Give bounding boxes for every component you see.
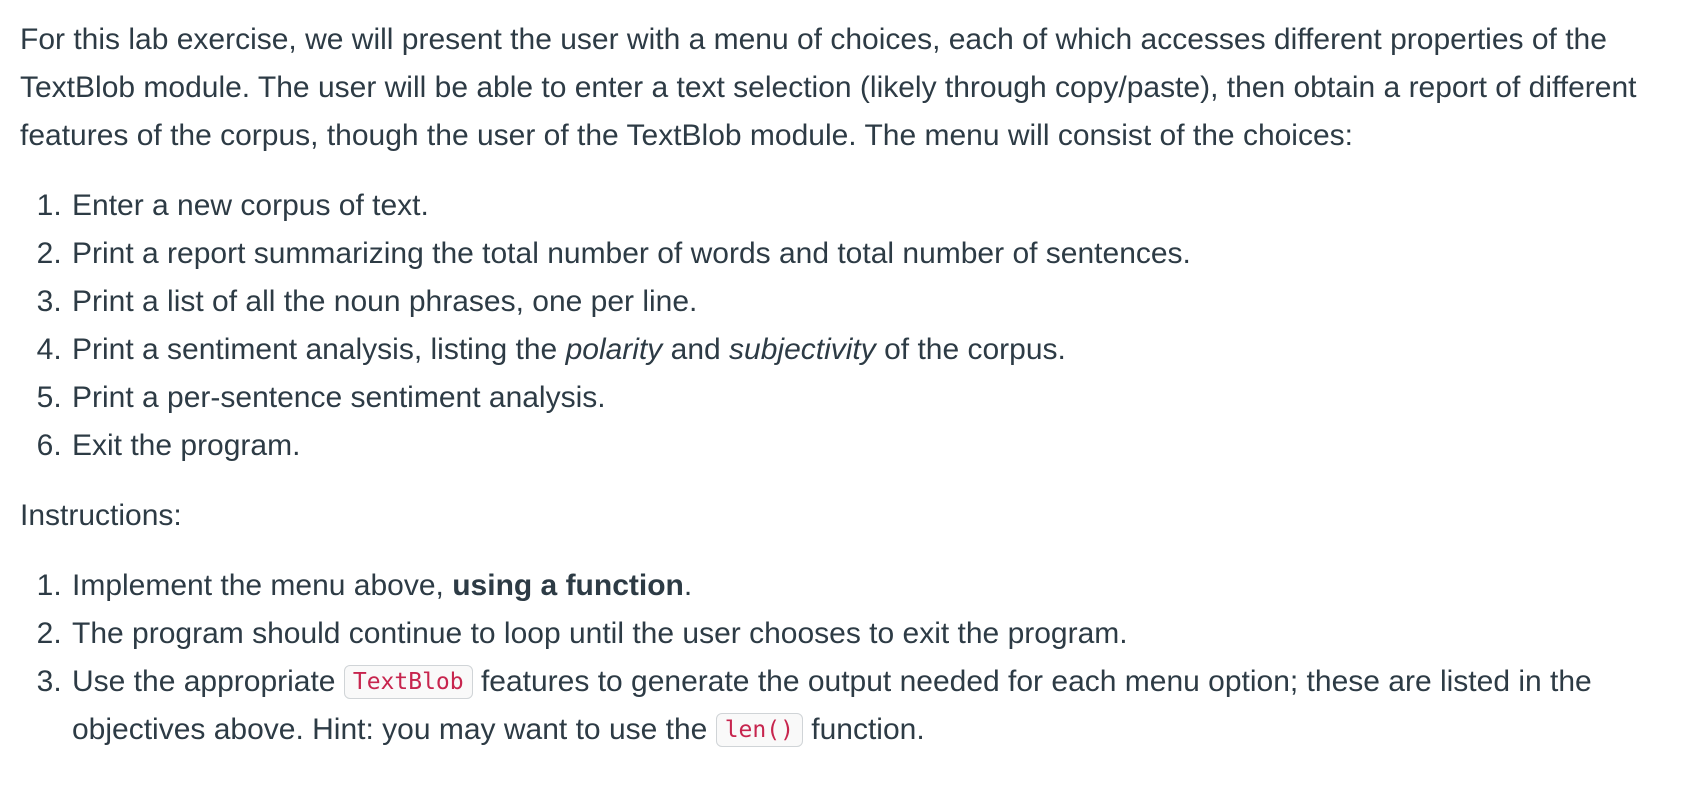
item-text: Use the appropriate (72, 665, 344, 698)
instructions-heading: Instructions: (20, 499, 182, 532)
list-item (70, 658, 1690, 754)
list-item: 2. Print a report summarizing the total number of words and total number of sentences. (70, 230, 1690, 278)
list-item: 3. Print a list of all the noun phrases, one per line. (70, 278, 1690, 326)
item-text: function. (802, 713, 925, 746)
item-text: Implement the menu above, (72, 569, 453, 602)
code-textblob: TextBlob (344, 665, 473, 699)
polarity-term: polarity (565, 333, 663, 366)
code-len: len() (716, 713, 803, 747)
intro-paragraph: For this lab exercise, we will present the user with a menu of choices, each of which accesses different properties of the TextBlob module. The user will be able to enter a text selection (likely through copy/paste), then obtain a report of different features of the corpus, though the user of the TextBlob module. The menu will consist of the choices: (20, 23, 1637, 152)
item-text: and (662, 333, 730, 366)
bold-emphasis: using a function (452, 569, 684, 602)
subjectivity-term: subjectivity (729, 333, 876, 366)
list-item: 6. Exit the program. (70, 422, 1690, 470)
list-item (70, 326, 1690, 374)
instructions-list (20, 562, 1690, 754)
menu-choices-list (20, 182, 1690, 470)
list-item (70, 562, 1690, 610)
item-text: . (683, 569, 693, 602)
item-text: features to generate the output needed for each menu option; these are listed in the objectives above. Hint: you may want to use the (72, 665, 1592, 746)
assignment-content (20, 16, 1690, 754)
list-item: 1. Enter a new corpus of text. (70, 182, 1690, 230)
list-item: 2. The program should continue to loop until the user chooses to exit the program. (70, 610, 1690, 658)
list-item: 5. Print a per-sentence sentiment analysis. (70, 374, 1690, 422)
item-text: Print a sentiment analysis, listing the (72, 333, 566, 366)
item-text: of the corpus. (875, 333, 1066, 366)
